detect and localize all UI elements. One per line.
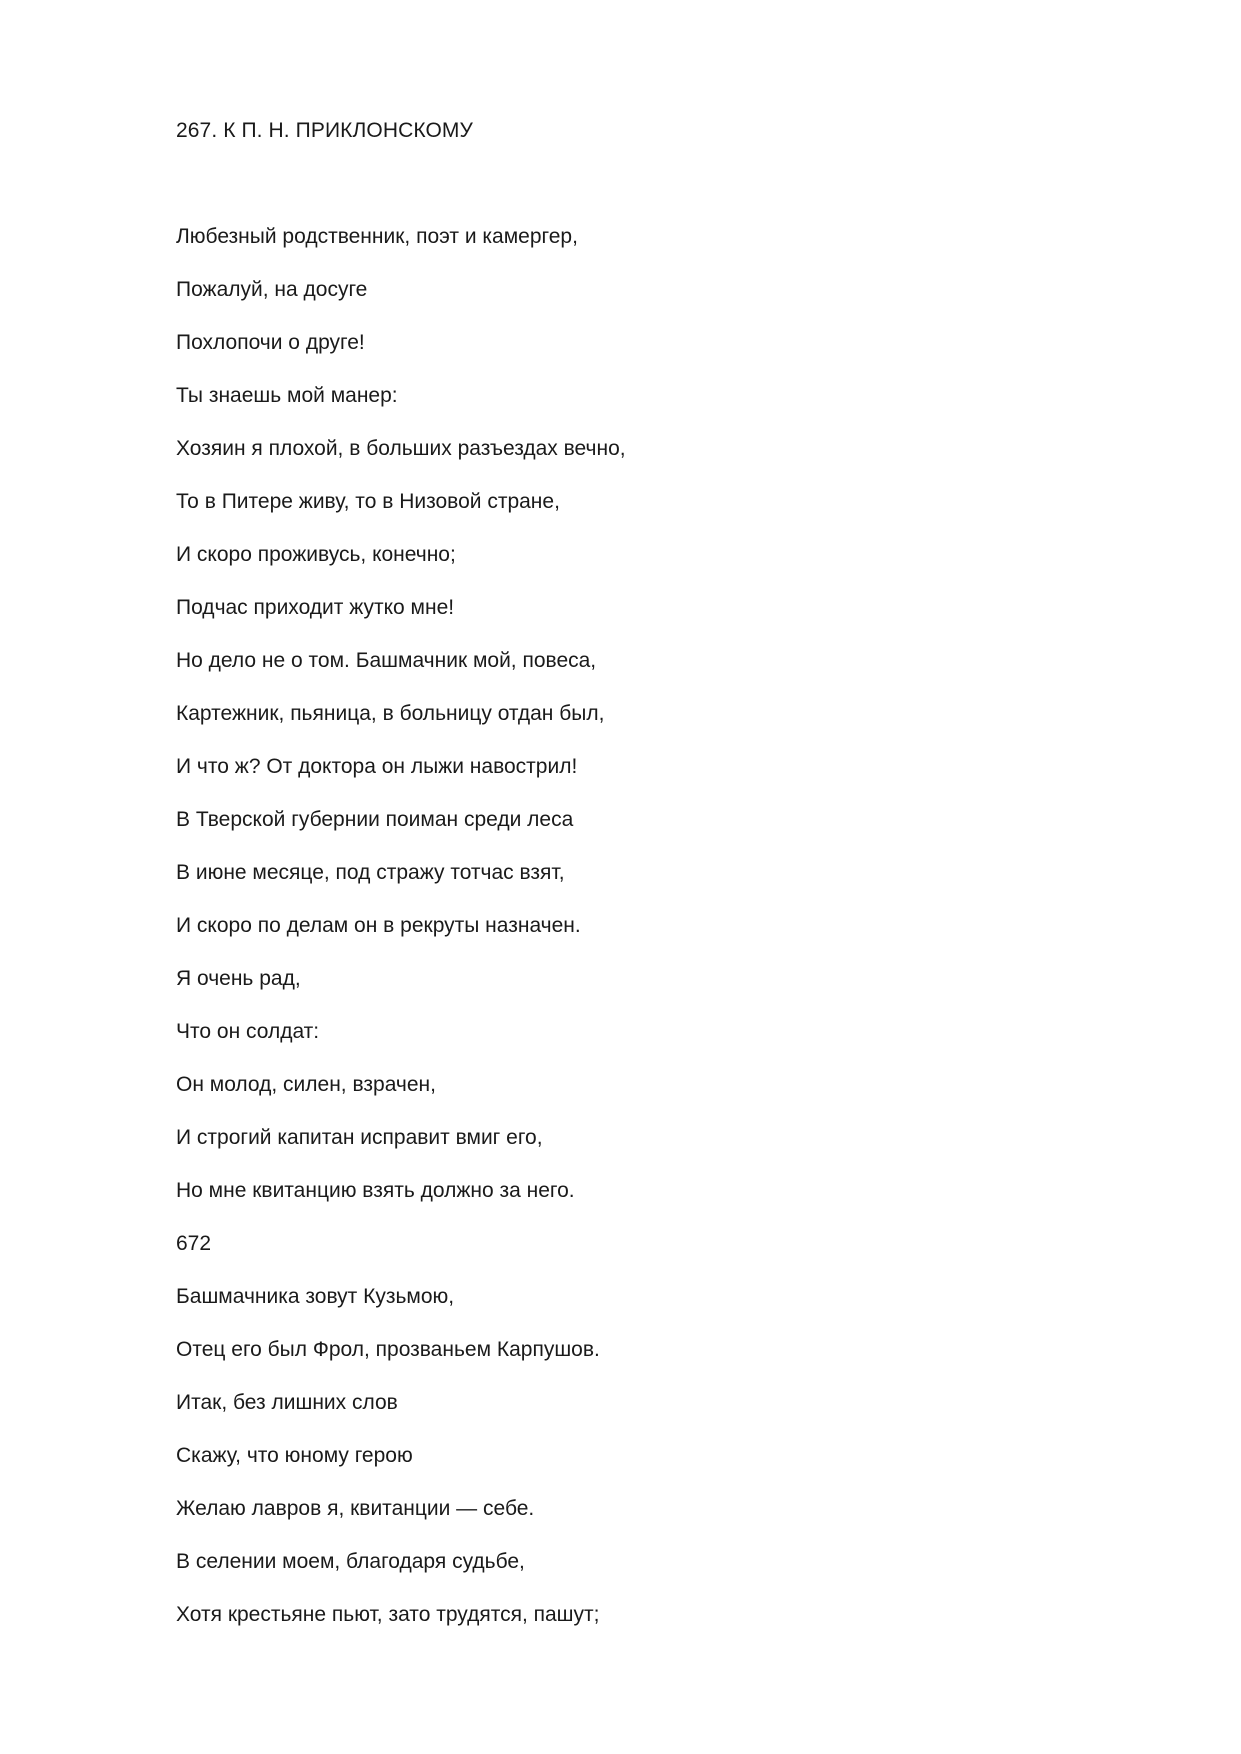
poem-line: Что он солдат: [176, 1020, 320, 1043]
poem-line: В июне месяце, под стражу тотчас взят, [176, 861, 565, 884]
poem-line: Но дело не о том. Башмачник мой, повеса, [176, 649, 597, 672]
poem-line: В Тверской губернии поиман среди леса [176, 808, 574, 831]
poem-title: 267. К П. Н. ПРИКЛОНСКОМУ [176, 119, 473, 142]
poem-line: Пожалуй, на досуге [176, 278, 368, 301]
poem-line: Желаю лавров я, квитанции — себе. [176, 1497, 535, 1520]
poem-line: И что ж? От доктора он лыжи навострил! [176, 755, 578, 778]
poem-line: Я очень рад, [176, 967, 301, 990]
poem-line: И строгий капитан исправит вмиг его, [176, 1126, 543, 1149]
poem-line: Хозяин я плохой, в больших разъездах вечно, [176, 437, 626, 460]
poem-body [176, 224, 626, 1655]
poem-line: Но мне квитанцию взять должно за него. [176, 1179, 575, 1202]
poem-line: Башмачника зовут Кузьмою, [176, 1285, 455, 1308]
poem-line: Хотя крестьяне пьют, зато трудятся, пашут; [176, 1603, 600, 1626]
poem-line: Он молод, силен, взрачен, [176, 1073, 436, 1096]
poem-line: Картежник, пьяница, в больницу отдан был, [176, 702, 605, 725]
poem-line: Подчас приходит жутко мне! [176, 596, 455, 619]
poem-line: И скоро проживусь, конечно; [176, 543, 456, 566]
poem-line: И скоро по делам он в рекруты назначен. [176, 914, 581, 937]
poem-line: То в Питере живу, то в Низовой стране, [176, 490, 560, 513]
poem-line: Любезный родственник, поэт и камергер, [176, 225, 578, 248]
poem-line: В селении моем, благодаря судьбе, [176, 1550, 525, 1573]
poem-line: Скажу, что юному герою [176, 1444, 413, 1467]
poem-line: Похлопочи о друге! [176, 331, 365, 354]
poem-line: Отец его был Фрол, прозваньем Карпушов. [176, 1338, 600, 1361]
poem-line: Итак, без лишних слов [176, 1391, 398, 1414]
poem-line: Ты знаешь мой манер: [176, 384, 398, 407]
page-number: 672 [176, 1232, 212, 1255]
